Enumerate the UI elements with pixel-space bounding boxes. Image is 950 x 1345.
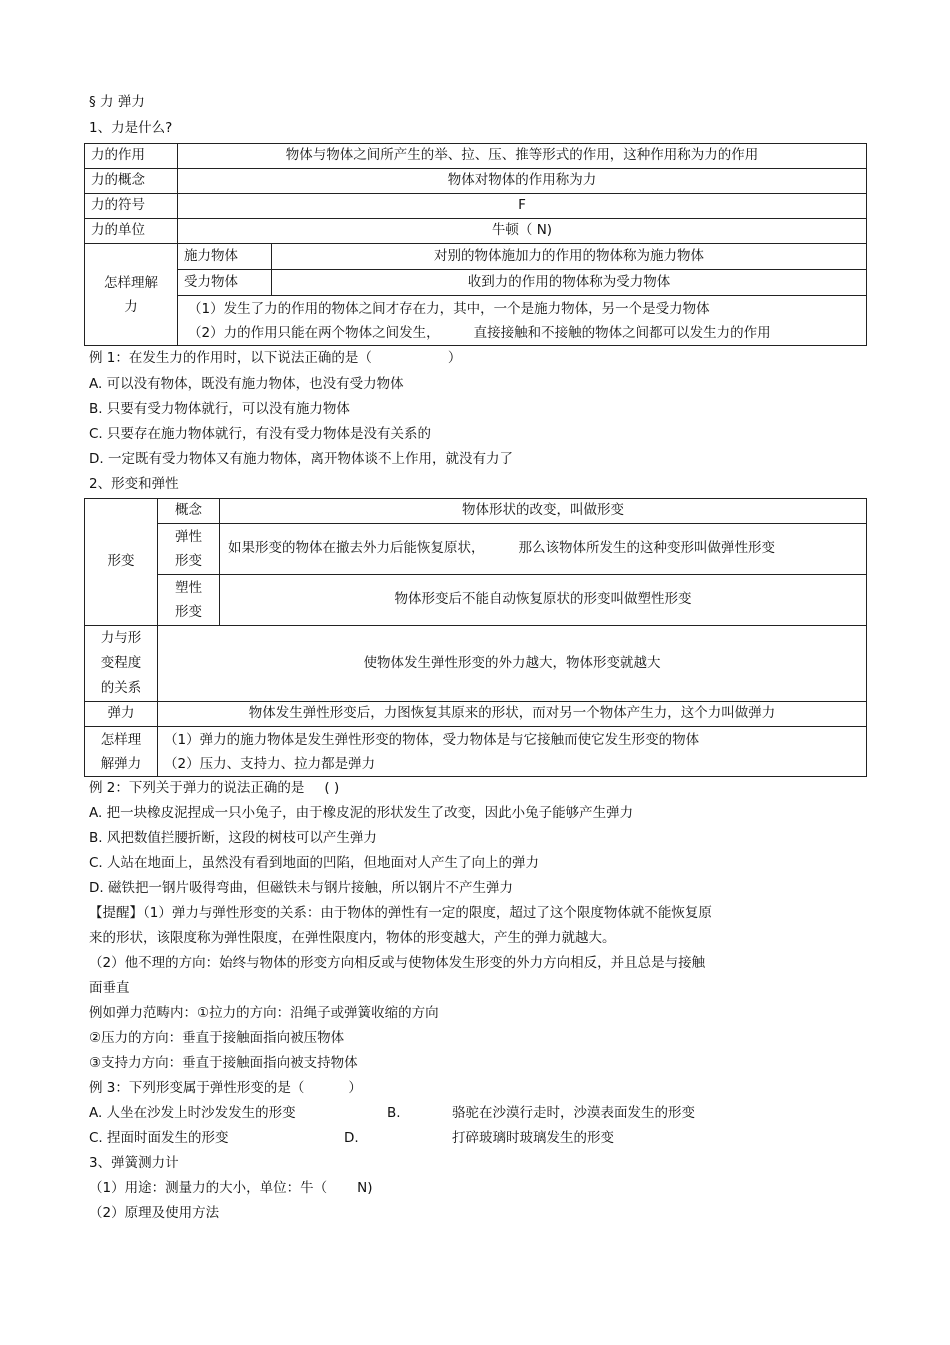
force-effect-value: 物体与物体之间所产生的举、拉、压、推等形式的作用，这种作用称为力的作用 — [178, 144, 867, 169]
page-title: § 力 弹力 — [89, 94, 145, 110]
example3-option-b: 骆驼在沙漠行走时，沙漠表面发生的形变 — [452, 1105, 695, 1121]
force-concept-value: 物体对物体的作用称为力 — [178, 169, 867, 194]
example1-option-a: A. 可以没有物体，既没有施力物体，也没有受力物体 — [89, 376, 404, 392]
elastic-value-b: 那么该物体所发生的这种变形叫做弹性形变 — [518, 540, 775, 557]
understand-force-label — [85, 244, 178, 346]
tip-line-1: 【提醒】（1）弹力与弹性形变的关系：由于物体的弹性有一定的限度，超过了这个限度物体就不能恢复原 — [89, 905, 712, 921]
understand-elastic-note2: （2）压力、支持力、拉力都是弹力 — [164, 755, 376, 772]
exerting-object-value: 对别的物体施加力的作用的物体称为施力物体 — [272, 244, 867, 270]
example3-option-b-letter: B. — [387, 1105, 401, 1121]
deformation-table — [84, 498, 867, 777]
understand-force-label-line1: 怎样理解 — [104, 274, 158, 291]
force-note-2a: （2）力的作用只能在两个物体之间发生， — [188, 324, 440, 341]
elastic-force-label: 弹力 — [85, 702, 158, 727]
example1-option-c: C. 只要存在施力物体就行，有没有受力物体是没有关系的 — [89, 426, 432, 442]
relation-label-line2: 变程度 — [100, 655, 142, 671]
force-symbol-value: F — [178, 194, 867, 219]
force-note-2 — [188, 321, 860, 345]
spring-scale-line-1 — [89, 1182, 372, 1196]
elastic-force-value: 物体发生弹性形变后，力图恢复其原来的形状，而对另一个物体产生力，这个力叫做弹力 — [158, 702, 867, 727]
force-note-1: （1）发生了力的作用的物体之间才存在力，其中，一个是施力物体，另一个是受力物体 — [188, 300, 710, 317]
plastic-label-line1: 塑性 — [175, 580, 202, 596]
example3-option-c: C. 捏面时面发生的形变 — [89, 1130, 229, 1146]
understand-elastic-value — [158, 727, 867, 777]
example1-question-end: ） — [447, 350, 462, 366]
force-unit-value: 牛顿（ N) — [178, 219, 867, 244]
example2-option-d: D. 磁铁把一钢片吸得弯曲，但磁铁未与钢片接触，所以钢片不产生弹力 — [89, 880, 513, 896]
spring-scale-line-1b: N) — [357, 1180, 373, 1196]
concept-label: 概念 — [158, 499, 220, 524]
receiving-object-label: 受力物体 — [178, 270, 272, 296]
example2-question — [89, 782, 339, 796]
tip-line-4: 面垂直 — [89, 980, 130, 996]
tip-line-6: ②压力的方向：垂直于接触面指向被压物体 — [89, 1030, 345, 1046]
tip-line-3: （2）他不理的方向：始终与物体的形变方向相反或与使物体发生形变的外力方向相反，并且总是与接触 — [89, 955, 706, 971]
force-unit-label: 力的单位 — [85, 219, 178, 244]
understand-elastic-note1: （1）弹力的施力物体是发生弹性形变的物体，受力物体是与它接触而使它发生形变的物体 — [164, 731, 700, 748]
tip-line-7: ③支持力方向：垂直于接触面指向被支持物体 — [89, 1055, 358, 1071]
example2-option-b: B. 风把数值拦腰折断，这段的树枝可以产生弹力 — [89, 830, 377, 846]
understand-elastic-label — [85, 727, 158, 777]
section-heading-3: 3、弹簧测力计 — [89, 1155, 179, 1171]
elastic-label-line2: 形变 — [175, 553, 202, 569]
elastic-label-line1: 弹性 — [175, 529, 202, 545]
understand-elastic-line2: 解弹力 — [100, 755, 142, 772]
tip-line-5: 例如弹力范畴内：①拉力的方向：沿绳子或弹簧收缩的方向 — [89, 1005, 439, 1021]
example3-question-end: ） — [348, 1080, 362, 1096]
force-notes — [178, 296, 867, 346]
force-concept-label: 力的概念 — [85, 169, 178, 194]
example1-option-d: D. 一定既有受力物体又有施力物体，离开物体谈不上作用，就没有力了 — [89, 451, 513, 467]
example1-question-text: 例 1：在发生力的作用时，以下说法正确的是（ — [89, 350, 372, 366]
elastic-deformation-value — [220, 524, 867, 575]
relation-label — [85, 626, 158, 702]
example2-option-c: C. 人站在地面上，虽然没有看到地面的凹陷，但地面对人产生了向上的弹力 — [89, 855, 540, 871]
relation-value: 使物体发生弹性形变的外力越大，物体形变就越大 — [158, 626, 867, 702]
section-heading-2: 2、形变和弹性 — [89, 476, 179, 492]
example2-option-a: A. 把一块橡皮泥捏成一只小兔子，由于橡皮泥的形状发生了改变，因此小兔子能够产生弹力 — [89, 805, 634, 821]
exerting-object-label: 施力物体 — [178, 244, 272, 270]
example3-question-text: 例 3：下列形变属于弹性形变的是（ — [89, 1080, 305, 1096]
elastic-deformation-label — [158, 524, 220, 575]
section-heading-1: 1、力是什么? — [89, 120, 173, 136]
spring-scale-line-2: （2）原理及使用方法 — [89, 1205, 220, 1221]
plastic-deformation-value: 物体形变后不能自动恢复原状的形变叫做塑性形变 — [220, 575, 867, 626]
force-effect-label: 力的作用 — [85, 144, 178, 169]
plastic-label-line2: 形变 — [175, 604, 202, 620]
force-note-2b: 直接接触和不接触的物体之间都可以发生力的作用 — [473, 324, 771, 341]
force-symbol-label: 力的符号 — [85, 194, 178, 219]
relation-label-line1: 力与形 — [100, 630, 142, 646]
force-table — [84, 143, 867, 346]
understand-force-label-line2: 力 — [124, 298, 138, 315]
understand-elastic-line1: 怎样理 — [100, 731, 142, 748]
concept-value: 物体形状的改变，叫做形变 — [220, 499, 867, 524]
example1-question — [89, 352, 461, 366]
relation-label-line3: 的关系 — [100, 680, 142, 696]
example2-question-paren: ( ) — [324, 780, 340, 796]
plastic-deformation-label — [158, 575, 220, 626]
example3-question — [89, 1082, 362, 1096]
example3-option-d-letter: D. — [344, 1130, 359, 1146]
example2-question-text: 例 2：下列关于弹力的说法正确的是 — [89, 780, 305, 796]
elastic-value-a: 如果形变的物体在撤去外力后能恢复原状， — [228, 540, 485, 557]
tip-line-2: 来的形状，该限度称为弹性限度，在弹性限度内，物体的形变越大，产生的弹力就越大。 — [89, 930, 616, 946]
deformation-label: 形变 — [85, 499, 158, 626]
example1-option-b: B. 只要有受力物体就行，可以没有施力物体 — [89, 401, 350, 417]
spring-scale-line-1a: （1）用途：测量力的大小，单位：牛（ — [89, 1180, 328, 1196]
example3-option-d: 打碎玻璃时玻璃发生的形变 — [452, 1130, 614, 1146]
example3-option-a: A. 人坐在沙发上时沙发发生的形变 — [89, 1105, 296, 1121]
receiving-object-value: 收到力的作用的物体称为受力物体 — [272, 270, 867, 296]
